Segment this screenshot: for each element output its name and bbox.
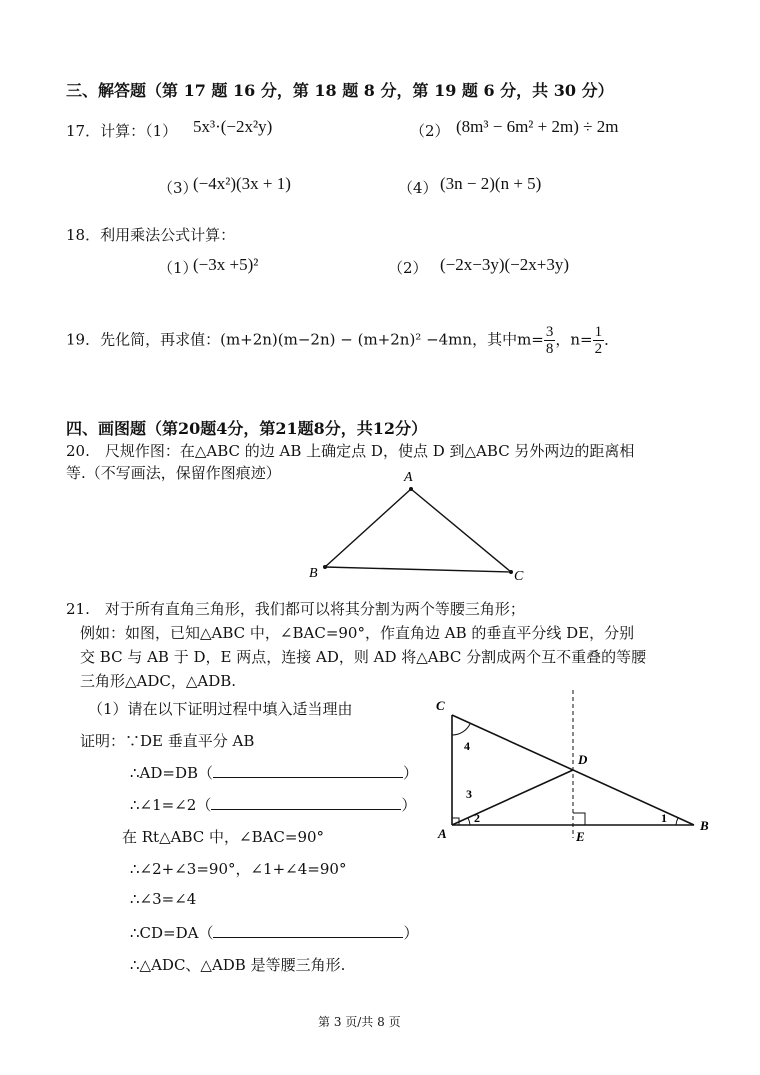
q20-triangle-figure: [300, 465, 540, 590]
proof-line-2: [130, 762, 418, 783]
proof-line-3: [130, 794, 416, 815]
q19-text: 19．先化简，再求值：(m+2n)(m−2n) − (m+2n)² −4mn，其中m=: [66, 330, 544, 349]
q19-n-numerator: 1: [594, 324, 603, 340]
q21-sub1: （1）请在以下证明过程中填入适当理由: [88, 700, 353, 718]
proof-line-7-text: ∴CD=DA（: [130, 924, 214, 942]
q21-angle-label-1: 1: [661, 811, 667, 825]
proof-line-3-close: ）: [401, 796, 417, 814]
q19-mid: ，n=: [555, 330, 593, 349]
q20-point-a: [409, 487, 413, 491]
q17-part3-label: （3）: [158, 179, 198, 197]
q21-line4: 三角形△ADC，△ADB.: [80, 672, 237, 690]
q21-angle-label-2: 2: [474, 811, 480, 825]
proof-line-7-close: ）: [403, 924, 419, 942]
q17-part4-label: （4）: [398, 179, 438, 197]
q21-label-b: B: [700, 818, 709, 833]
q21-line2: 例如：如图，已知△ABC 中，∠BAC=90°，作直角边 AB 的垂直平分线 DE，分别: [80, 624, 635, 642]
q17-part2-expression: (8m³ − 6m² + 2m) ÷ 2m: [456, 117, 619, 136]
q20-label-a: A: [404, 470, 413, 485]
q21-angle-label-3: 3: [466, 787, 472, 801]
q21-label-d: D: [578, 752, 588, 767]
proof-line-1: 证明：∵DE 垂直平分 AB: [80, 732, 255, 750]
proof-line-6: ∴∠3=∠4: [130, 890, 197, 908]
section-3-title: 三、解答题（第 17 题 16 分，第 18 题 8 分，第 19 题 6 分，共 30 分）: [66, 81, 614, 100]
q20-label-b: B: [309, 566, 318, 581]
q18-label: 18．利用乘法公式计算：: [66, 226, 236, 244]
q19-m-denominator: 8: [545, 341, 554, 357]
q20-label-c: C: [514, 569, 524, 584]
q20-point-c: [509, 570, 513, 574]
q21-label-e: E: [576, 829, 585, 844]
proof-line-2-close: ）: [403, 764, 419, 782]
q18-part2-expression: (−2x−3y)(−2x+3y): [440, 255, 569, 274]
q19-m-fraction: [544, 324, 556, 357]
page-footer: 第 3 页/共 8 页: [318, 1015, 401, 1029]
q20-side-ab: [325, 489, 411, 567]
answer-blank-1[interactable]: [213, 763, 403, 778]
q21-angle-label-4: 4: [464, 739, 470, 753]
q17-part3-expression: (−4x²)(3x + 1): [193, 174, 291, 193]
answer-blank-3[interactable]: [213, 923, 403, 938]
q21-angle-arc-2: [468, 818, 470, 825]
q21-label-c: C: [436, 698, 445, 713]
proof-line-2-text: ∴AD=DB（: [130, 764, 214, 782]
q18-part1-expression: (−3x +5)²: [193, 255, 259, 274]
q17-label: 17．计算：（1）: [66, 122, 178, 140]
proof-line-3-text: ∴∠1=∠2（: [130, 796, 212, 814]
q20-side-bc: [325, 567, 511, 572]
proof-line-5: ∴∠2+∠3=90°，∠1+∠4=90°: [130, 860, 347, 878]
q21-right-angle-mark-e: [573, 813, 585, 825]
q18-part1-label: （1）: [158, 259, 198, 277]
q21-line3: 交 BC 与 AB 于 D，E 两点，连接 AD，则 AD 将△ABC 分割成两个互不重叠的等腰: [80, 648, 647, 666]
q19-line: [66, 324, 619, 357]
proof-line-7: [130, 922, 419, 943]
section-4-title: 四、画图题（第20题4分，第21题8分，共12分）: [66, 419, 428, 438]
q21-line1: 21. 对于所有直角三角形，我们都可以将其分割为两个等腰三角形；: [66, 600, 525, 618]
q17-part4-expression: (3n − 2)(n + 5): [440, 174, 542, 193]
q21-angle-arc-4: [452, 724, 470, 735]
proof-line-4: 在 Rt△ABC 中，∠BAC=90°: [122, 828, 325, 846]
q21-right-triangle-figure: [430, 690, 720, 850]
proof-line-8: ∴△ADC、△ADB 是等腰三角形.: [130, 956, 346, 974]
q21-angle-arc-1: [676, 818, 678, 825]
q17-part1-expression: 5x³·(−2x²y): [193, 117, 273, 136]
q21-label-a: A: [438, 826, 447, 841]
q18-part2-label: （2）: [388, 259, 428, 277]
q19-m-numerator: 3: [545, 324, 554, 340]
q20-side-ac: [411, 489, 511, 572]
q17-part2-label: （2）: [410, 122, 450, 140]
q19-n-denominator: 2: [594, 341, 603, 357]
q19-end: ．: [604, 330, 620, 349]
answer-blank-2[interactable]: [211, 795, 401, 810]
q20-line1: 20. 尺规作图：在△ABC 的边 AB 上确定点 D，使点 D 到△ABC 另外两边的距离相: [66, 442, 635, 460]
q19-n-fraction: [593, 324, 605, 357]
q20-line2: 等.（不写画法，保留作图痕迹）: [66, 464, 281, 482]
q20-point-b: [323, 565, 327, 569]
